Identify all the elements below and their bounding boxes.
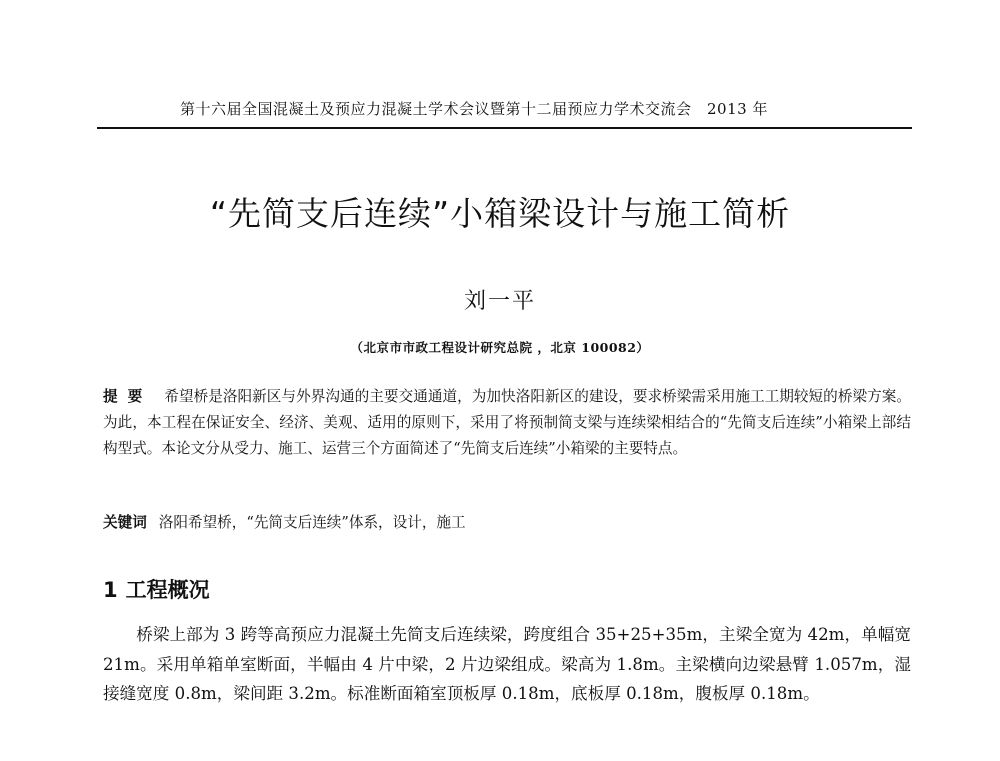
author-name: 刘一平 bbox=[463, 289, 536, 314]
keywords bbox=[103, 510, 911, 536]
author-affiliation: （北京市市政工程设计研究总院 ，北京 100082） bbox=[350, 340, 650, 355]
section-paragraph: 桥梁上部为 3 跨等高预应力混凝土先简支后连续梁，跨度组合 35+25+35m，主梁全宽为 42m，单幅宽 21m。采用单箱单室断面，半幅由 4 片中梁，2 片边梁组成。梁高为 1.8m。主梁横向边梁悬臂 1.057m，湿接缝宽度 0.8m，梁间距 3.2m。标准断面箱室顶板厚 0.18m，底板厚 0.18m，腹板厚 0.18m。 bbox=[103, 625, 911, 703]
keywords-text: 洛阳希望桥，“先简支后连续”体系，设计，施工 bbox=[158, 514, 466, 531]
section-heading bbox=[103, 574, 210, 604]
header-rule bbox=[97, 127, 912, 129]
abstract-label: 提要 bbox=[103, 388, 153, 405]
abstract-text: 希望桥是洛阳新区与外界沟通的主要交通通道，为加快洛阳新区的建设，要求桥梁需采用施工工期较短的桥梁方案。为此，本工程在保证安全、经济、美观、适用的原则下，采用了将预制简支梁与连续梁相结合的“先简支后连续”小箱梁上部结构型式。本论文分从受力、施工、运营三个方面简述了“先简支后连续”小箱梁的主要特点。 bbox=[103, 388, 911, 457]
section-number: 1 bbox=[103, 578, 118, 602]
abstract bbox=[103, 384, 911, 462]
paper-title: “先简支后连续”小箱梁设计与施工简析 bbox=[209, 194, 791, 233]
section-title: 工程概况 bbox=[125, 578, 210, 602]
keywords-label: 关键词 bbox=[103, 514, 147, 531]
running-header: 第十六届全国混凝土及预应力混凝土学术会议暨第十二届预应力学术交流会 2013 年 bbox=[180, 100, 768, 118]
